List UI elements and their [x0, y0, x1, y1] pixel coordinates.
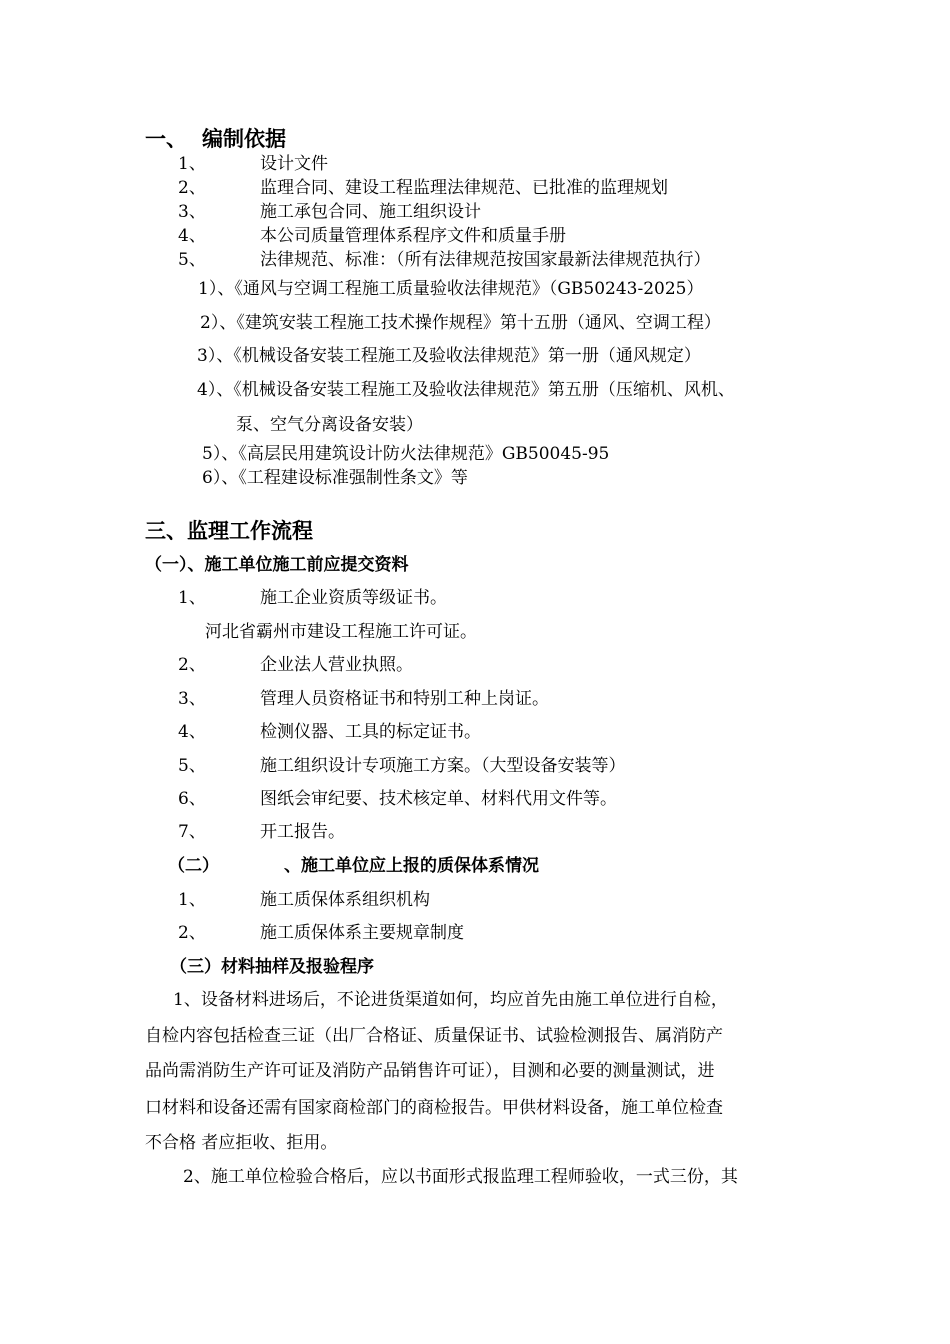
item-number: 1、	[178, 890, 206, 910]
list-item	[178, 177, 668, 199]
item-text: 监理合同、建设工程监理法律规范、已批准的监理规划	[260, 178, 668, 198]
standard-item: 2）、《建筑安装工程施工技术操作规程》第十五册（通风、空调工程）	[200, 313, 721, 333]
item-text: 施工承包合同、施工组织设计	[260, 202, 481, 222]
list-item	[178, 821, 345, 843]
item-text: 管理人员资格证书和特别工种上岗证。	[260, 689, 549, 709]
standard-item: 3）、《机械设备安装工程施工及验收法律规范》第一册（通风规定）	[197, 346, 701, 366]
subsection-2-heading	[168, 855, 539, 877]
list-item	[178, 788, 617, 810]
item-text: 施工质保体系组织机构	[260, 890, 430, 910]
item-number: 3、	[178, 202, 206, 222]
section-1-title: 编制依据	[202, 127, 286, 151]
item-number: 6、	[178, 789, 206, 809]
subsection-3-heading: （三）材料抽样及报验程序	[170, 957, 374, 977]
subsection-2-title: 、施工单位应上报的质保体系情况	[284, 856, 539, 876]
paragraph-line: 2、施工单位检验合格后，应以书面形式报监理工程师验收，一式三份，其	[183, 1167, 738, 1187]
item-text: 检测仪器、工具的标定证书。	[260, 722, 481, 742]
item-text: 施工企业资质等级证书。	[260, 588, 447, 608]
item-number: 1、	[178, 154, 206, 174]
paragraph-line: 自检内容包括检查三证（出厂合格证、质量保证书、试验检测报告、属消防产	[145, 1026, 723, 1046]
item-number: 5、	[178, 250, 206, 270]
subsection-2-number: （二）	[168, 856, 219, 876]
standard-item: 1）、《通风与空调工程施工质量验收法律规范》（GB50243-2025）	[198, 279, 704, 299]
item-number: 2、	[178, 178, 206, 198]
item-text: 河北省霸州市建设工程施工许可证。	[205, 622, 477, 642]
list-item	[178, 201, 481, 223]
standard-item-continued: 泵、空气分离设备安装）	[236, 415, 423, 435]
item-number: 2、	[178, 923, 206, 943]
list-item	[178, 153, 328, 175]
item-number: 4、	[178, 722, 206, 742]
paragraph-line: 不合格 者应拒收、拒用。	[145, 1133, 338, 1153]
paragraph-line: 品尚需消防生产许可证及消防产品销售许可证），目测和必要的测量测试，进	[145, 1061, 715, 1081]
standard-item: 4）、《机械设备安装工程施工及验收法律规范》第五册（压缩机、风机、	[197, 380, 735, 400]
item-text: 施工组织设计专项施工方案。（大型设备安装等）	[260, 756, 626, 776]
item-number: 3、	[178, 689, 206, 709]
section-3-heading: 三、监理工作流程	[145, 519, 313, 543]
item-number: 5、	[178, 756, 206, 776]
paragraph-line: 1、设备材料进场后，不论进货渠道如何，均应首先由施工单位进行自检，	[173, 990, 728, 1010]
item-text: 企业法人营业执照。	[260, 655, 413, 675]
list-item	[178, 587, 447, 609]
item-text: 开工报告。	[260, 822, 345, 842]
list-item	[178, 721, 481, 743]
item-number: 2、	[178, 655, 206, 675]
list-item	[178, 225, 566, 247]
list-item	[178, 889, 430, 911]
item-text: 设计文件	[260, 154, 328, 174]
section-1-number: 一、	[145, 127, 187, 151]
list-item	[178, 922, 464, 944]
item-text: 施工质保体系主要规章制度	[260, 923, 464, 943]
list-item	[178, 654, 413, 676]
standard-item: 6）、《工程建设标准强制性条文》等	[202, 468, 468, 488]
paragraph-line: 口材料和设备还需有国家商检部门的商检报告。甲供材料设备，施工单位检查	[145, 1098, 723, 1118]
item-number: 4、	[178, 226, 206, 246]
subsection-1-heading: （一）、施工单位施工前应提交资料	[145, 555, 409, 575]
item-number: 1、	[178, 588, 206, 608]
item-text: 图纸会审纪要、技术核定单、材料代用文件等。	[260, 789, 617, 809]
list-item	[178, 688, 549, 710]
list-item	[205, 621, 477, 643]
item-text: 法律规范、标准：（所有法律规范按国家最新法律规范执行）	[260, 250, 711, 270]
section-1-heading	[145, 126, 286, 152]
item-number: 7、	[178, 822, 206, 842]
item-text: 本公司质量管理体系程序文件和质量手册	[260, 226, 566, 246]
standard-item: 5）、《高层民用建筑设计防火法律规范》GB50045-95	[202, 444, 610, 464]
list-item	[178, 249, 711, 271]
list-item	[178, 755, 626, 777]
